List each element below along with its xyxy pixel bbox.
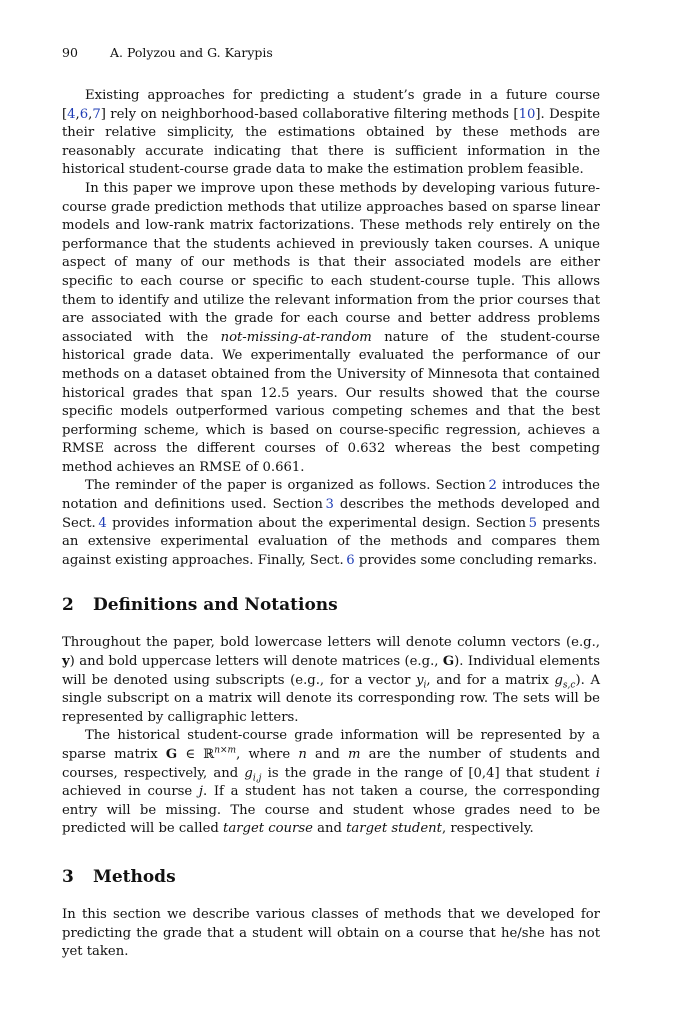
running-authors: A. Polyzou and G. Karypis	[110, 45, 273, 60]
section-2-paragraph-2: The historical student-course grade information will be represented by a sparse matrix G ∈ ℝ$^{n\times m}$, where n and m are the number of students and courses, respectively, and $g_{i,j}$ is the grade in the range of [0,4] that student i achieved in course j. If a student has not taken a course, the corresponding entry will be missing. The course and student whose grades need to be predicted will be called target course and target student, respectively.	[62, 728, 601, 837]
section-link[interactable]: 4	[98, 515, 107, 531]
section-3-paragraph-1: In this section we describe various classes of methods that we developed for predicting the grade that a student will obtain on a course that he/she has not yet taken.	[62, 906, 600, 960]
page-number: 90	[62, 45, 78, 60]
citation-link[interactable]: 6	[79, 106, 89, 122]
section-number: 2	[62, 595, 74, 616]
section-title: Definitions and Notations	[93, 595, 338, 616]
citation-link[interactable]: 7	[92, 106, 101, 122]
section-3-heading	[62, 866, 600, 888]
intro-paragraph-1: Existing approaches for predicting a student’s grade in a future course [4,6,7] rely on neighborhood-based collaborative filtering methods [10]. Despite their relative simplicity, the estimations obtained by these methods are reasonably accurate indicating that there is sufficient information in the historical student-course grade data to make the estimation problem feasible.	[62, 88, 600, 178]
citation-link[interactable]: 4	[67, 106, 76, 122]
section-link[interactable]: 2	[488, 478, 497, 494]
section-link[interactable]: 3	[325, 497, 334, 513]
section-title: Methods	[93, 866, 176, 887]
emphasis-text: not-missing-at-random	[220, 329, 372, 345]
section-2-heading	[62, 594, 600, 616]
section-2-paragraph-1: Throughout the paper, bold lowercase letters will denote column vectors (e.g., y) and bold uppercase letters will denote matrices (e.g., G). Individual elements will be denoted using subscripts (e.g., for a vector $y_i$, and for a matrix $g_{s,c}$). A single subscript on a matrix will denote its corresponding row. The sets will be represented by calligraphic letters.	[62, 635, 601, 725]
section-link[interactable]: 6	[346, 552, 355, 568]
intro-paragraph-3: The reminder of the paper is organized as follows. Section 2 introduces the notation and definitions used. Section 3 describes the methods developed and Sect. 4 provides information about the experimental design. Section 5 presents an extensive experimental evaluation of the methods and compares them against existing approaches. Finally, Sect. 6 provides some concluding remarks.	[62, 478, 600, 568]
running-head	[62, 44, 600, 62]
section-link[interactable]: 5	[528, 515, 537, 531]
citation-link[interactable]: 10	[518, 106, 536, 122]
intro-paragraph-2: In this paper we improve upon these methods by developing various future-course grade prediction methods that utilize approaches based on sparse linear models and low-rank matrix factorizations. These methods rely entirely on the performance that the students achieved in previously taken courses. A unique aspect of many of our methods is that their associated models are either specific to each course or specific to each student-course tuple. This allows them to identify and utilize the relevant information from the prior courses that are associated with the grade for each course and better address problems associated with the not-missing-at-random nature of the student-course historical grade data. We experimentally evaluated the performance of our methods on a dataset obtained from the University of Minnesota that contained historical grades that span 12.5 years. Our results showed that the course specific models outperformed various competing schemes and that the best performing scheme, which is based on course-specific regression, achieves a RMSE across the different courses of 0.632 whereas the best competing method achieves an RMSE of 0.661.	[62, 180, 600, 475]
section-number: 3	[62, 866, 74, 887]
paper-page	[62, 44, 600, 962]
